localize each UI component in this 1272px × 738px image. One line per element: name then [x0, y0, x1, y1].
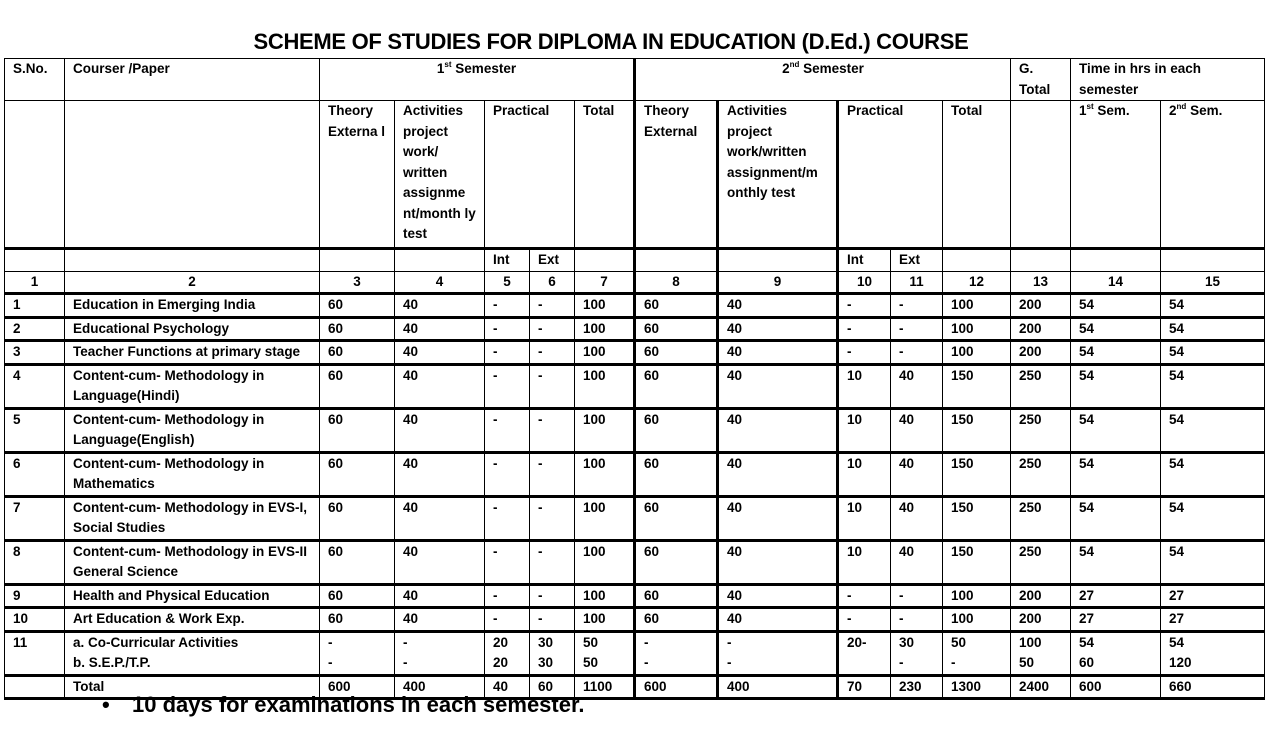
row-cell-c5: -	[485, 317, 530, 341]
row-cell-c11	[891, 631, 943, 675]
row-cell-c11: -	[891, 317, 943, 341]
row-sno: 5	[5, 408, 65, 452]
row-cell-c7: 100	[575, 341, 635, 365]
row-subline-a: 54	[1169, 634, 1185, 650]
row-cell-c10: 10	[838, 540, 891, 584]
column-number: 15	[1161, 271, 1265, 294]
row-cell-c5: -	[485, 341, 530, 365]
row-cell-c14: 54	[1071, 540, 1161, 584]
row-cell-c3: 60	[320, 608, 395, 632]
header-int-2: Int	[838, 249, 891, 272]
row-cell-c6: -	[530, 496, 575, 540]
total-cell-c10: 70	[838, 675, 891, 699]
row-sno: 4	[5, 364, 65, 408]
row-subline-a: 54	[1079, 634, 1095, 650]
column-number: 2	[65, 271, 320, 294]
header-row-1	[5, 59, 1265, 101]
header-int-1: Int	[485, 249, 530, 272]
row-cell-c6: -	[530, 608, 575, 632]
row-cell-c3: 60	[320, 341, 395, 365]
row-subline-b: -	[328, 655, 333, 670]
row-cell-c13: 200	[1011, 584, 1071, 608]
row-cell-c5: -	[485, 584, 530, 608]
header-total-2: Total	[943, 101, 1011, 249]
row-subline-a: a. Co-Curricular Activities	[73, 634, 239, 650]
row-subline-a: 20-	[847, 634, 867, 650]
row-cell-c7: 100	[575, 452, 635, 496]
row-cell-c7: 100	[575, 540, 635, 584]
row-cell-c11: 40	[891, 364, 943, 408]
row-subline-b: 120	[1169, 655, 1192, 670]
column-number: 9	[718, 271, 838, 294]
table-row	[5, 317, 1265, 341]
row-cell-c12: 150	[943, 496, 1011, 540]
row-cell-c9: 40	[718, 317, 838, 341]
row-course: Teacher Functions at primary stage	[65, 341, 320, 365]
row-cell-c7: 100	[575, 608, 635, 632]
row-cell-c11: 40	[891, 540, 943, 584]
row-subline-b: -	[644, 655, 649, 670]
row-cell-c9: 40	[718, 608, 838, 632]
row-cell-c8: 60	[635, 608, 718, 632]
row-cell-c6: -	[530, 294, 575, 318]
header-time-sem-2: 2nd Sem.	[1161, 101, 1265, 249]
table-row	[5, 631, 1265, 675]
row-cell-c6: -	[530, 408, 575, 452]
header-ext-2: Ext	[891, 249, 943, 272]
column-number: 4	[395, 271, 485, 294]
row-cell-c8: 60	[635, 341, 718, 365]
row-cell-c4: 40	[395, 317, 485, 341]
table-row	[5, 341, 1265, 365]
column-number-row	[5, 271, 1265, 294]
row-cell-c15: 54	[1161, 540, 1265, 584]
row-cell-c13: 250	[1011, 408, 1071, 452]
row-cell-c3: 60	[320, 408, 395, 452]
column-number: 1	[5, 271, 65, 294]
total-cell-c11: 230	[891, 675, 943, 699]
row-cell-c15: 54	[1161, 317, 1265, 341]
row-course: Content-cum- Methodology in Mathematics	[65, 452, 320, 496]
column-number: 14	[1071, 271, 1161, 294]
row-cell-c12: 100	[943, 317, 1011, 341]
row-cell-c6: -	[530, 452, 575, 496]
row-cell-c9: 40	[718, 294, 838, 318]
row-sno: 2	[5, 317, 65, 341]
row-subline-b: -	[403, 655, 408, 670]
row-cell-c5: -	[485, 364, 530, 408]
row-cell-c15: 54	[1161, 408, 1265, 452]
row-cell-c4: 40	[395, 408, 485, 452]
row-cell-c11: -	[891, 608, 943, 632]
row-cell-c4: 40	[395, 540, 485, 584]
row-cell-c8	[635, 631, 718, 675]
row-cell-c12: 150	[943, 452, 1011, 496]
row-sno: 10	[5, 608, 65, 632]
row-cell-c10: -	[838, 317, 891, 341]
row-subline-b: 30	[538, 655, 554, 670]
total-cell-c4: 400	[395, 675, 485, 699]
total-cell-c5: 40	[485, 675, 530, 699]
header-theory-2: Theory External	[635, 101, 718, 249]
row-course: Health and Physical Education	[65, 584, 320, 608]
table-row	[5, 364, 1265, 408]
row-cell-c3: 60	[320, 540, 395, 584]
table-row	[5, 584, 1265, 608]
row-cell-c12: 100	[943, 294, 1011, 318]
row-cell-c9: 40	[718, 341, 838, 365]
row-cell-c10	[838, 631, 891, 675]
row-cell-c5: -	[485, 408, 530, 452]
row-cell-c8: 60	[635, 364, 718, 408]
row-cell-c14: 54	[1071, 408, 1161, 452]
row-cell-c14: 54	[1071, 496, 1161, 540]
row-cell-c5	[485, 631, 530, 675]
row-cell-c8: 60	[635, 294, 718, 318]
row-cell-c4: 40	[395, 608, 485, 632]
exam-note-text: 10 days for examinations in each semester.	[132, 692, 585, 717]
row-cell-c4	[395, 631, 485, 675]
row-sno: 1	[5, 294, 65, 318]
row-subline-b: 50	[1019, 655, 1035, 670]
row-cell-c6: -	[530, 584, 575, 608]
row-cell-c3: 60	[320, 496, 395, 540]
row-subline-b: b. S.E.P./T.P.	[73, 655, 151, 670]
exam-note	[102, 692, 584, 718]
row-cell-c11: -	[891, 584, 943, 608]
row-cell-c10: 10	[838, 496, 891, 540]
row-cell-c10: -	[838, 608, 891, 632]
row-cell-c13: 200	[1011, 608, 1071, 632]
total-cell-c7: 1100	[575, 675, 635, 699]
row-cell-c15: 27	[1161, 584, 1265, 608]
row-cell-c12: 150	[943, 540, 1011, 584]
column-number: 8	[635, 271, 718, 294]
row-cell-c14	[1071, 631, 1161, 675]
row-cell-c8: 60	[635, 452, 718, 496]
table-row	[5, 452, 1265, 496]
row-subline-a: -	[644, 634, 649, 650]
row-sno: 3	[5, 341, 65, 365]
row-cell-c12: 100	[943, 341, 1011, 365]
row-cell-c5: -	[485, 452, 530, 496]
header-theory-1: Theory Externa l	[320, 101, 395, 249]
row-subline-a: 50	[583, 634, 599, 650]
row-cell-c10: 10	[838, 452, 891, 496]
row-subline-a: 20	[493, 634, 509, 650]
row-cell-c12: 100	[943, 584, 1011, 608]
column-number: 11	[891, 271, 943, 294]
row-cell-c4: 40	[395, 294, 485, 318]
row-cell-c8: 60	[635, 496, 718, 540]
row-subline-a: 50	[951, 634, 967, 650]
row-cell-c11: 40	[891, 408, 943, 452]
header-time: Time in hrs in each semester	[1071, 59, 1265, 101]
row-subline-b: -	[727, 655, 732, 670]
total-label: Total	[65, 675, 320, 699]
row-subline-b	[847, 653, 882, 674]
column-number: 6	[530, 271, 575, 294]
row-cell-c13: 250	[1011, 540, 1071, 584]
row-cell-c9: 40	[718, 496, 838, 540]
row-cell-c7: 100	[575, 408, 635, 452]
row-cell-c3: 60	[320, 294, 395, 318]
row-subline-a: 30	[538, 634, 554, 650]
row-cell-c14: 27	[1071, 608, 1161, 632]
row-cell-c9: 40	[718, 540, 838, 584]
row-cell-c7: 100	[575, 496, 635, 540]
table-row	[5, 294, 1265, 318]
row-cell-c9: 40	[718, 408, 838, 452]
row-cell-c3: 60	[320, 364, 395, 408]
row-course: Content-cum- Methodology in EVS-II General Science	[65, 540, 320, 584]
row-cell-c4: 40	[395, 341, 485, 365]
header-course: Courser /Paper	[65, 59, 320, 101]
row-cell-c5: -	[485, 294, 530, 318]
row-cell-c14: 54	[1071, 341, 1161, 365]
row-cell-c6: -	[530, 341, 575, 365]
header-row-2	[5, 101, 1265, 249]
row-cell-c12: 150	[943, 364, 1011, 408]
row-subline-a: -	[403, 634, 408, 650]
row-cell-c8: 60	[635, 408, 718, 452]
header-semester-1: 1st Semester	[320, 59, 635, 101]
row-cell-c7	[575, 631, 635, 675]
column-number: 3	[320, 271, 395, 294]
row-subline-a: -	[727, 634, 732, 650]
row-cell-c9: 40	[718, 584, 838, 608]
row-cell-c15	[1161, 631, 1265, 675]
row-cell-c13	[1011, 631, 1071, 675]
row-cell-c13: 250	[1011, 364, 1071, 408]
row-cell-c11: -	[891, 294, 943, 318]
row-cell-c9: 40	[718, 364, 838, 408]
row-cell-c8: 60	[635, 584, 718, 608]
row-cell-c15: 54	[1161, 452, 1265, 496]
row-cell-c5: -	[485, 540, 530, 584]
header-activities-1: Activities project work/ written assignme nt/month ly test	[395, 101, 485, 249]
table-row	[5, 496, 1265, 540]
total-cell-c14: 600	[1071, 675, 1161, 699]
scheme-table	[4, 58, 1265, 700]
row-course: Content-cum- Methodology in Language(English)	[65, 408, 320, 452]
row-cell-c4: 40	[395, 496, 485, 540]
row-cell-c7: 100	[575, 584, 635, 608]
table-row	[5, 608, 1265, 632]
header-total-1: Total	[575, 101, 635, 249]
row-cell-c13: 200	[1011, 317, 1071, 341]
row-cell-c5: -	[485, 608, 530, 632]
row-cell-c6: -	[530, 317, 575, 341]
row-sno: 11	[5, 631, 65, 675]
row-cell-c10: -	[838, 341, 891, 365]
header-ext-1: Ext	[530, 249, 575, 272]
total-cell-c8: 600	[635, 675, 718, 699]
row-cell-c4: 40	[395, 364, 485, 408]
row-cell-c10: 10	[838, 364, 891, 408]
total-cell-c3: 600	[320, 675, 395, 699]
row-cell-c15: 54	[1161, 496, 1265, 540]
page-title: SCHEME OF STUDIES FOR DIPLOMA IN EDUCATION (D.Ed.) COURSE	[253, 29, 969, 54]
row-cell-c10: 10	[838, 408, 891, 452]
row-subline-a: 100	[1019, 634, 1042, 650]
row-cell-c9: 40	[718, 452, 838, 496]
row-cell-c11: -	[891, 341, 943, 365]
table-row	[5, 540, 1265, 584]
row-cell-c3: 60	[320, 452, 395, 496]
row-sno: 8	[5, 540, 65, 584]
total-cell-c15: 660	[1161, 675, 1265, 699]
column-number: 12	[943, 271, 1011, 294]
row-subline-a: -	[328, 634, 333, 650]
header-activities-2: Activities project work/written assignment/m onthly test	[718, 101, 838, 249]
row-cell-c5: -	[485, 496, 530, 540]
row-cell-c15: 27	[1161, 608, 1265, 632]
row-cell-c12: 150	[943, 408, 1011, 452]
row-cell-c6: -	[530, 540, 575, 584]
row-subline-a: 30	[899, 634, 915, 650]
row-course: Content-cum- Methodology in Language(Hindi)	[65, 364, 320, 408]
row-cell-c14: 54	[1071, 452, 1161, 496]
row-cell-course	[65, 631, 320, 675]
row-sno: 6	[5, 452, 65, 496]
row-cell-c3	[320, 631, 395, 675]
row-cell-c13: 200	[1011, 294, 1071, 318]
bullet-icon: •	[102, 692, 110, 717]
row-course: Educational Psychology	[65, 317, 320, 341]
header-row-int-ext	[5, 249, 1265, 272]
column-number: 13	[1011, 271, 1071, 294]
total-cell-c9: 400	[718, 675, 838, 699]
header-sno: S.No.	[5, 59, 65, 101]
total-cell-c13: 2400	[1011, 675, 1071, 699]
row-subline-b: 20	[493, 655, 509, 670]
row-course: Content-cum- Methodology in EVS-I, Social Studies	[65, 496, 320, 540]
table-row	[5, 408, 1265, 452]
row-cell-c13: 200	[1011, 341, 1071, 365]
row-cell-c3: 60	[320, 584, 395, 608]
row-cell-c6	[530, 631, 575, 675]
header-practical-1: Practical	[485, 101, 575, 249]
total-cell-c12: 1300	[943, 675, 1011, 699]
row-cell-c12	[943, 631, 1011, 675]
row-cell-c15: 54	[1161, 341, 1265, 365]
row-cell-c8: 60	[635, 317, 718, 341]
row-cell-c4: 40	[395, 584, 485, 608]
column-number: 5	[485, 271, 530, 294]
column-number: 10	[838, 271, 891, 294]
row-cell-c14: 54	[1071, 364, 1161, 408]
row-cell-c15: 54	[1161, 364, 1265, 408]
row-cell-c15: 54	[1161, 294, 1265, 318]
row-cell-c13: 250	[1011, 452, 1071, 496]
row-cell-c10: -	[838, 584, 891, 608]
row-cell-c14: 27	[1071, 584, 1161, 608]
row-course: Art Education & Work Exp.	[65, 608, 320, 632]
row-cell-c7: 100	[575, 294, 635, 318]
row-sno: 7	[5, 496, 65, 540]
row-cell-c14: 54	[1071, 294, 1161, 318]
column-number: 7	[575, 271, 635, 294]
row-cell-c10: -	[838, 294, 891, 318]
row-cell-c4: 40	[395, 452, 485, 496]
row-cell-c8: 60	[635, 540, 718, 584]
row-subline-b: 60	[1079, 655, 1095, 670]
row-cell-c7: 100	[575, 317, 635, 341]
header-time-sem-1: 1st Sem.	[1071, 101, 1161, 249]
row-cell-c14: 54	[1071, 317, 1161, 341]
row-cell-c13: 250	[1011, 496, 1071, 540]
total-cell-c6: 60	[530, 675, 575, 699]
row-subline-b: -	[899, 655, 904, 670]
header-practical-2: Practical	[838, 101, 943, 249]
header-grand-total: G. Total	[1011, 59, 1071, 101]
row-cell-c6: -	[530, 364, 575, 408]
row-cell-c11: 40	[891, 452, 943, 496]
row-sno: 9	[5, 584, 65, 608]
row-cell-c9	[718, 631, 838, 675]
row-course: Education in Emerging India	[65, 294, 320, 318]
row-subline-b: 50	[583, 655, 599, 670]
row-cell-c11: 40	[891, 496, 943, 540]
header-semester-2: 2nd Semester	[635, 59, 1011, 101]
row-subline-b: -	[951, 655, 956, 670]
row-cell-c12: 100	[943, 608, 1011, 632]
row-cell-c7: 100	[575, 364, 635, 408]
row-cell-c3: 60	[320, 317, 395, 341]
